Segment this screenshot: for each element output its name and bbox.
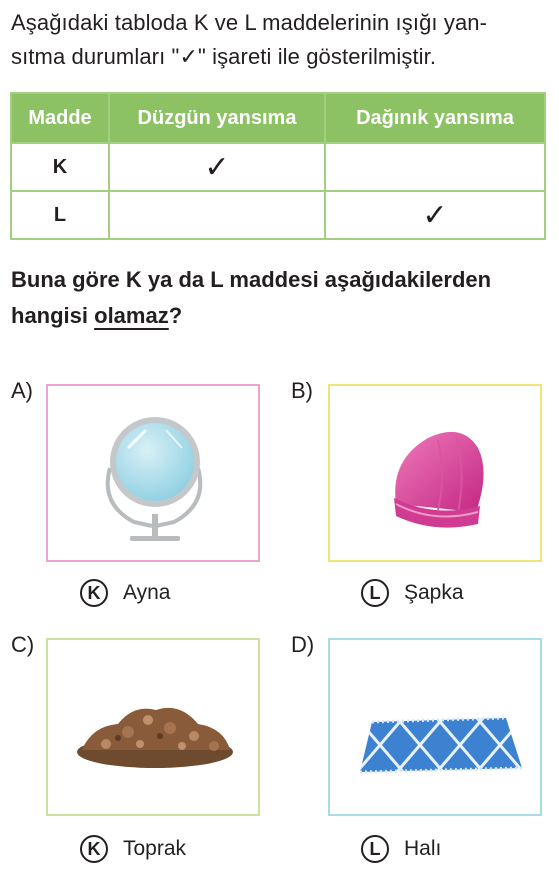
check-icon: ✓ (204, 150, 230, 184)
option-a-card[interactable] (46, 384, 260, 562)
substance-badge: L (361, 579, 389, 607)
intro-text (11, 6, 551, 74)
option-b-caption (361, 579, 464, 607)
table-header-cell: Madde (11, 93, 109, 143)
intro-line-2: sıtma durumları "✓" işareti ile gösterilmiştir. (11, 44, 437, 69)
check-icon: ✓ (422, 198, 448, 232)
question-prefix: hangisi (11, 303, 95, 328)
option-c-label: Toprak (123, 837, 187, 860)
table-cell (325, 191, 545, 239)
option-d-letter[interactable]: D) (291, 632, 315, 657)
option-b-label: Şapka (404, 581, 464, 604)
option-b-letter[interactable]: B) (291, 378, 313, 403)
substance-badge: K (80, 579, 108, 607)
reflection-table (10, 92, 546, 240)
option-a-label: Ayna (123, 581, 171, 604)
table-cell (109, 143, 325, 191)
option-c-letter[interactable]: C) (11, 632, 35, 657)
table-header-cell: Düzgün yansıma (109, 93, 325, 143)
option-d-label: Halı (404, 837, 442, 860)
question-suffix: ? (168, 303, 183, 328)
table-cell-substance: K (11, 143, 109, 191)
option-d-card[interactable] (328, 638, 542, 816)
table-cell (109, 191, 325, 239)
underlined-word: olamaz (94, 303, 169, 328)
table-cell-substance: L (11, 191, 109, 239)
table-row (11, 143, 545, 191)
option-c-caption (80, 835, 186, 863)
mirror-icon (48, 386, 262, 564)
table-header-cell: Dağınık yansıma (325, 93, 545, 143)
option-a-caption (80, 579, 171, 607)
question-line-1: Buna göre K ya da L maddesi aşağıdakilerden (11, 267, 492, 292)
substance-badge: K (80, 835, 108, 863)
carpet-icon (330, 640, 544, 818)
table-cell (325, 143, 545, 191)
option-c-card[interactable] (46, 638, 260, 816)
question-line-2 (11, 298, 556, 334)
table-row (11, 191, 545, 239)
question-text (11, 262, 556, 334)
beanie-icon (330, 386, 544, 564)
soil-icon (48, 640, 262, 818)
option-d-caption (361, 835, 441, 863)
option-a-letter[interactable]: A) (11, 378, 33, 403)
option-b-card[interactable] (328, 384, 542, 562)
substance-badge: L (361, 835, 389, 863)
table-header-row (11, 93, 545, 143)
intro-line-1: Aşağıdaki tabloda K ve L maddelerinin ışığı yan- (11, 10, 488, 35)
